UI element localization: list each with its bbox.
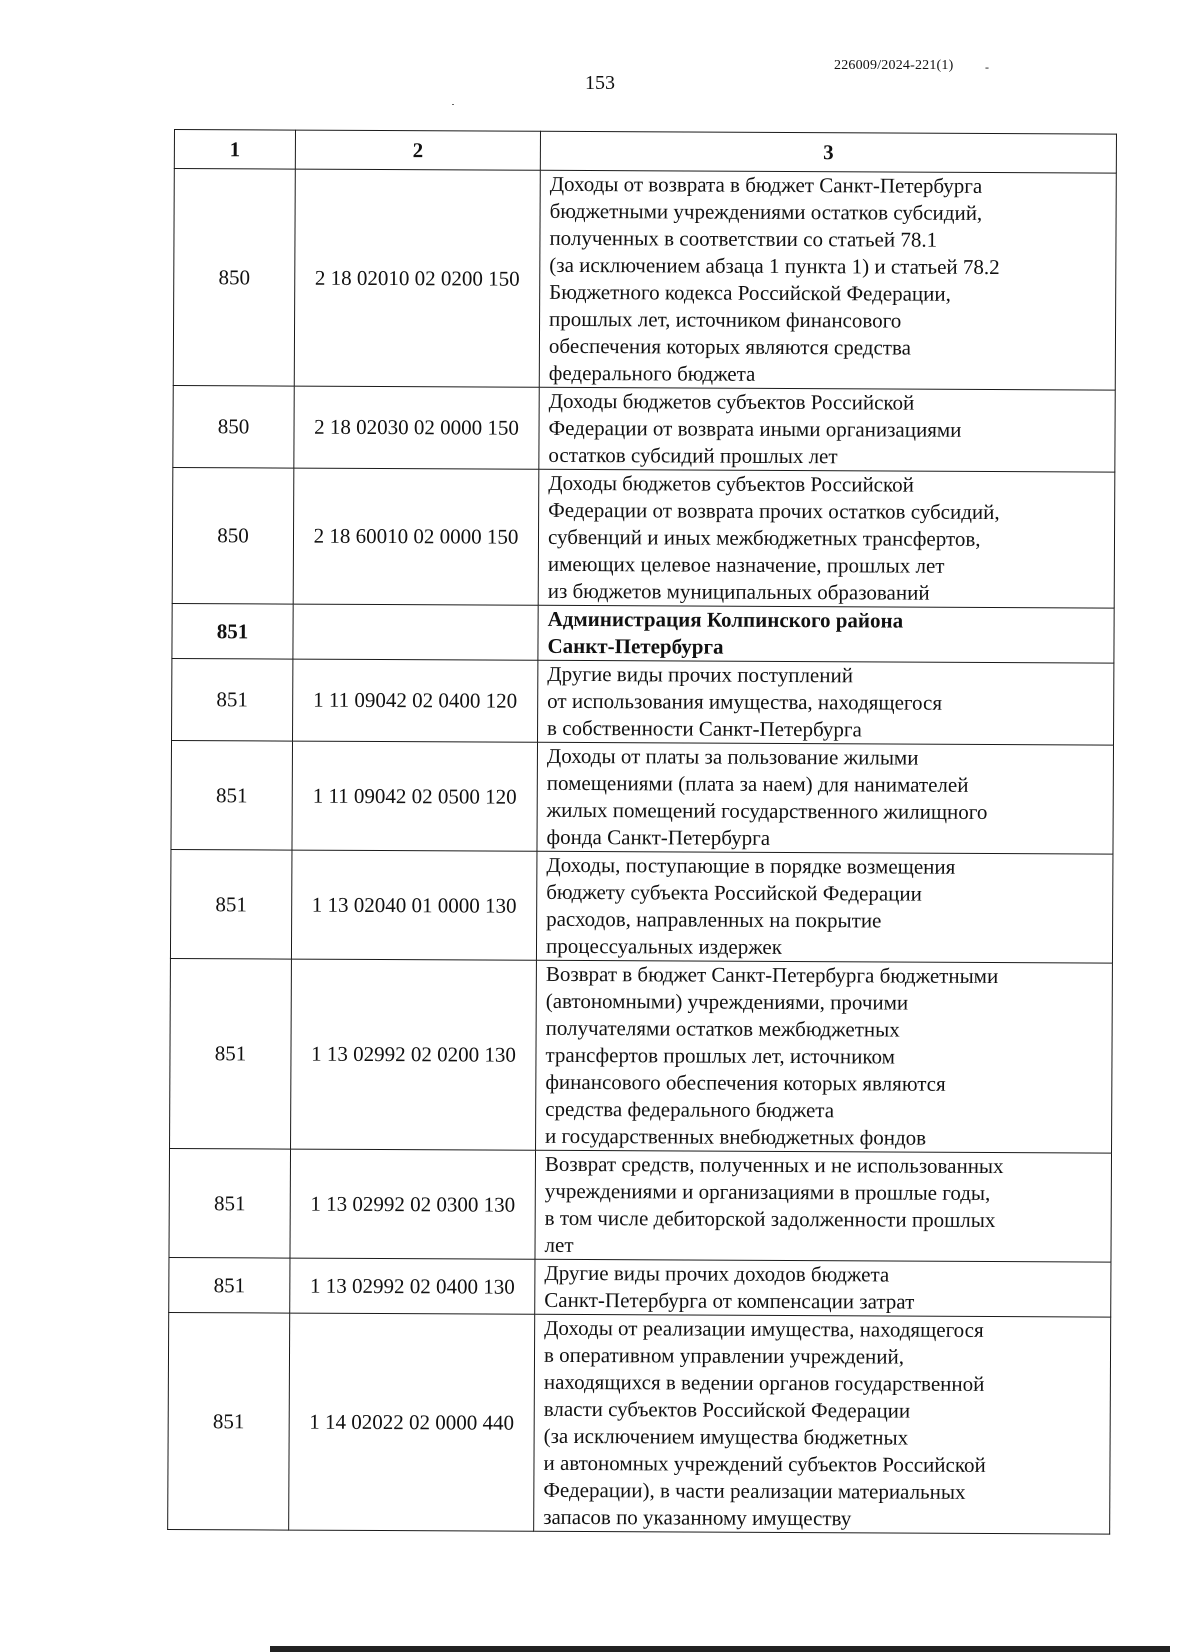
admin-code-cell: 850 <box>173 169 295 387</box>
name-line: власти субъектов Российской Федерации <box>543 1396 911 1423</box>
revenue-code-cell: 1 14 02022 02 0000 440 <box>289 1313 535 1531</box>
name-line: имеющих целевое назначение, прошлых лет <box>547 551 945 578</box>
revenue-code-cell: 1 13 02992 02 0200 130 <box>291 959 537 1150</box>
name-line: лет <box>544 1232 574 1257</box>
name-line: процессуальных издержек <box>545 933 783 959</box>
table-row <box>168 1312 1111 1534</box>
name-line: бюджету субъекта Российской Федерации <box>546 879 922 906</box>
column-header-2: 2 <box>295 130 540 170</box>
name-line: Другие виды прочих поступлений <box>547 661 854 688</box>
name-line: от использования имущества, находящегося <box>547 688 943 715</box>
name-line: Другие виды прочих доходов бюджета <box>544 1260 890 1287</box>
revenue-name-cell <box>538 605 1114 663</box>
revenue-code-cell: 1 13 02992 02 0400 130 <box>290 1258 535 1314</box>
table-row <box>169 1148 1112 1262</box>
table-row <box>173 385 1115 472</box>
name-line: Возврат средств, полученных и не использованных <box>544 1151 1004 1179</box>
revenue-code-cell: 1 13 02040 01 0000 130 <box>291 850 537 960</box>
margin-mark: - <box>985 60 989 74</box>
table-row <box>170 849 1113 963</box>
name-line: Доходы от реализации имущества, находящегося <box>544 1315 984 1342</box>
revenue-classification-table <box>167 129 1117 1535</box>
name-line: Доходы бюджетов субъектов Российской <box>548 388 915 415</box>
scan-speck <box>452 104 454 105</box>
name-line: и государственных внебюджетных фондов <box>545 1123 927 1150</box>
name-line: федерального бюджета <box>548 360 756 386</box>
revenue-name-cell <box>539 170 1116 390</box>
name-line: помещениями (плата за наем) для нанимателей <box>546 770 969 797</box>
table-row <box>172 603 1114 663</box>
name-line: Доходы бюджетов субъектов Российской <box>548 470 914 497</box>
name-line: (за исключением абзаца 1 пункта 1) и статьей 78.2 <box>549 252 1000 280</box>
revenue-name-cell <box>537 742 1114 854</box>
name-line: Доходы, поступающие в порядке возмещения <box>546 852 956 879</box>
name-line: бюджетными учреждениями остатков субсидий, <box>549 198 983 225</box>
table-row <box>172 658 1114 745</box>
name-line: Санкт-Петербурга от компенсации затрат <box>544 1287 915 1314</box>
name-line: Федерации от возврата иными организациями <box>548 415 962 442</box>
name-line: Доходы от платы за пользование жилыми <box>546 743 919 770</box>
name-line: Санкт-Петербурга <box>547 633 724 659</box>
admin-code-cell: 851 <box>170 849 292 959</box>
table-row <box>172 467 1115 608</box>
revenue-name-cell <box>534 1314 1111 1534</box>
name-line: учреждениями и организациями в прошлые годы, <box>544 1178 991 1206</box>
name-line: (автономными) учреждениями, прочими <box>545 988 909 1015</box>
name-line: (за исключением имущества бюджетных <box>543 1423 909 1450</box>
name-line: субвенций и иных межбюджетных трансфертов, <box>547 524 981 551</box>
revenue-code-cell <box>293 604 538 660</box>
name-line: Федерации), в части реализации материальных <box>543 1477 966 1504</box>
name-line: трансфертов прошлых лет, источником <box>545 1042 895 1069</box>
document-number: 226009/2024-221(1) <box>834 58 954 73</box>
name-line: расходов, направленных на покрытие <box>546 906 882 933</box>
name-line: Администрация Колпинского района <box>547 606 904 633</box>
revenue-name-cell <box>536 851 1113 963</box>
name-line: средства федерального бюджета <box>545 1096 835 1123</box>
name-line: жилых помещений государственного жилищного <box>546 797 988 824</box>
name-line: в собственности Санкт-Петербурга <box>547 715 862 742</box>
column-header-1: 1 <box>174 130 295 170</box>
revenue-code-cell: 1 11 09042 02 0400 120 <box>293 659 538 742</box>
revenue-code-cell: 2 18 02030 02 0000 150 <box>294 386 539 469</box>
name-line: запасов по указанному имуществу <box>543 1504 852 1531</box>
name-line: Возврат в бюджет Санкт-Петербурга бюджетными <box>545 961 999 989</box>
name-line: Федерации от возврата прочих остатков субсидий, <box>548 497 1000 525</box>
name-line: финансового обеспечения которых являются <box>545 1069 946 1096</box>
revenue-code-cell: 2 18 60010 02 0000 150 <box>293 468 539 605</box>
revenue-name-cell <box>536 960 1113 1153</box>
name-line: Доходы от возврата в бюджет Санкт-Петербурга <box>549 171 983 198</box>
table-body <box>168 169 1117 1535</box>
name-line: в оперативном управлении учреждений, <box>543 1342 905 1369</box>
revenue-name-cell <box>535 1259 1111 1317</box>
table-row <box>171 740 1114 854</box>
name-line: получателями остатков межбюджетных <box>545 1015 900 1042</box>
scan-edge <box>270 1646 1170 1652</box>
admin-code-cell: 851 <box>172 603 293 659</box>
name-line: и автономных учреждений субъектов Российской <box>543 1450 986 1477</box>
name-line: из бюджетов муниципальных образований <box>547 578 930 605</box>
table-header-row <box>174 130 1116 174</box>
revenue-code-cell: 1 13 02992 02 0300 130 <box>290 1149 536 1259</box>
admin-code-cell: 850 <box>172 467 294 604</box>
column-header-3: 3 <box>540 131 1116 173</box>
admin-code-cell: 850 <box>173 385 294 468</box>
revenue-name-cell <box>539 387 1115 472</box>
name-line: Бюджетного кодекса Российской Федерации, <box>549 279 951 306</box>
name-line: фонда Санкт-Петербурга <box>546 824 771 850</box>
name-line: полученных в соответствии со статьей 78.1 <box>549 225 938 252</box>
page-number: 153 <box>585 72 615 94</box>
admin-code-cell: 851 <box>169 1257 290 1313</box>
name-line: находящихся в ведении органов государственной <box>543 1369 985 1396</box>
name-line: обеспечения которых являются средства <box>548 333 912 360</box>
name-line: остатков субсидий прошлых лет <box>548 442 838 469</box>
admin-code-cell: 851 <box>168 1312 290 1530</box>
table-row <box>169 1257 1111 1317</box>
admin-code-cell: 851 <box>171 740 293 850</box>
revenue-code-cell: 1 11 09042 02 0500 120 <box>292 741 538 851</box>
admin-code-cell: 851 <box>170 958 292 1149</box>
admin-code-cell: 851 <box>172 658 293 741</box>
name-line: прошлых лет, источником финансового <box>549 306 902 333</box>
revenue-name-cell <box>538 660 1114 745</box>
table-row <box>170 958 1113 1153</box>
table-row <box>173 169 1116 391</box>
admin-code-cell: 851 <box>169 1148 291 1258</box>
revenue-name-cell <box>538 469 1115 608</box>
revenue-name-cell <box>535 1150 1112 1262</box>
name-line: в том числе дебиторской задолженности прошлых <box>544 1205 996 1233</box>
revenue-code-cell: 2 18 02010 02 0200 150 <box>294 169 540 387</box>
